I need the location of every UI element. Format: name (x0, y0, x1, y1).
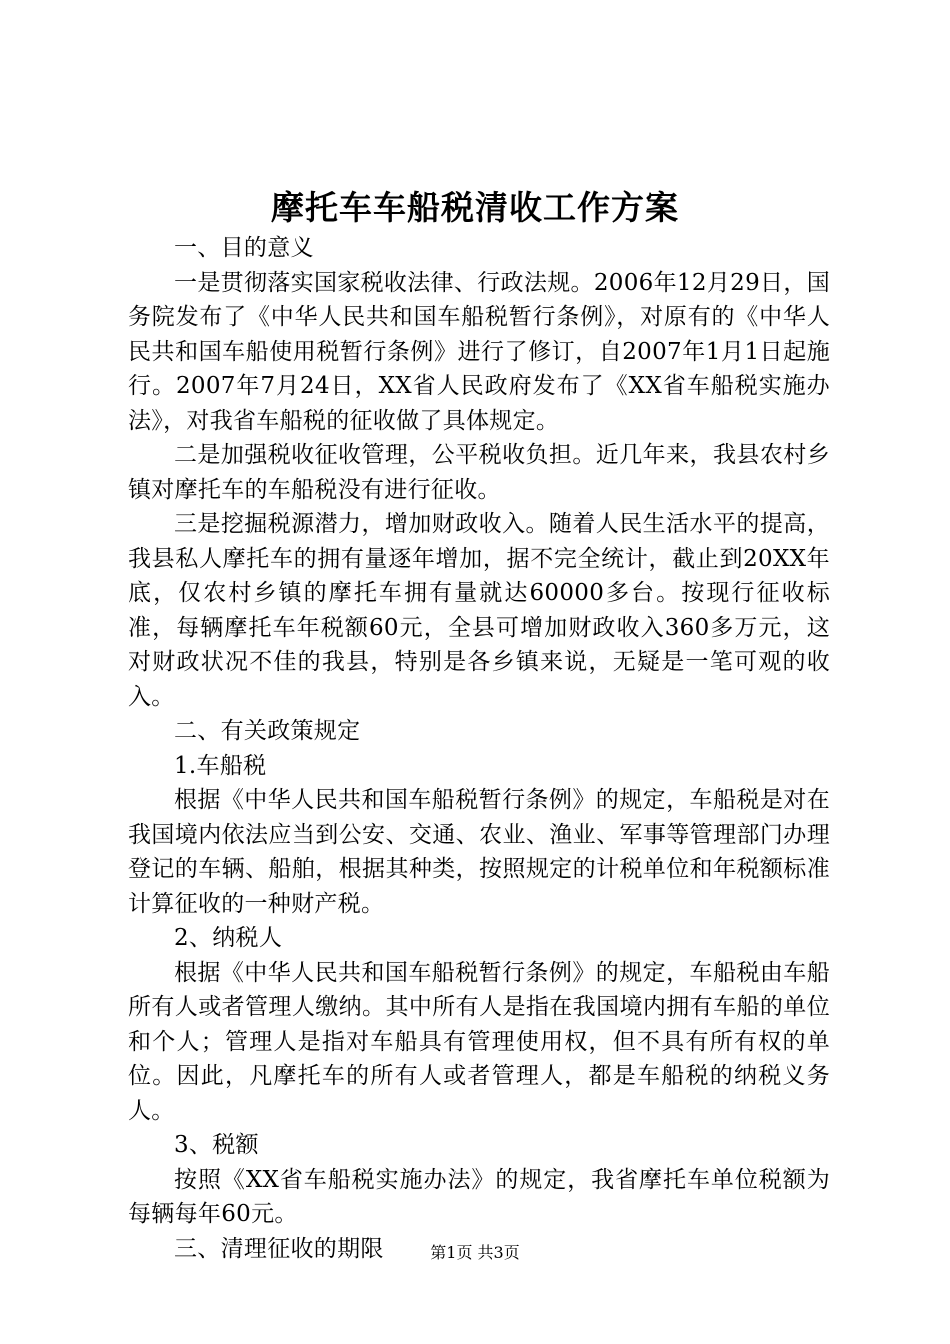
section-heading: 一、目的意义 (174, 235, 314, 261)
section-heading: 二、有关政策规定 (174, 718, 361, 744)
document-body (128, 231, 830, 1266)
body-paragraph: 根据《中华人民共和国车船税暂行条例》的规定，车船税由车船所有人或者管理人缴纳。其中所有人是指在我国境内拥有车船的单位和个人；管理人是指对车船具有管理使用权，但不具有所有权的单位。因此，凡摩托车的所有人或者管理人，都是车船税的纳税义务人。 (128, 959, 830, 1124)
subsection-heading: 1.车船税 (174, 752, 267, 779)
section-heading: 三、清理征收的期限 (174, 1235, 384, 1262)
subsection-heading: 2、纳税人 (174, 925, 283, 951)
page-number-footer: 第1页 共3页 (430, 1243, 520, 1262)
subsection-heading: 3、税额 (174, 1132, 259, 1158)
body-paragraph: 三是挖掘税源潜力，增加财政收入。随着人民生活水平的提高，我县私人摩托车的拥有量逐年增加，据不完全统计，截止到20XX年底，仅农村乡镇的摩托车拥有量就达60000多台。按现行征收标准，每辆摩托车年税额60元，全县可增加财政收入360多万元，这对财政状况不佳的我县，特别是各乡镇来说，无疑是一笔可观的收入。 (128, 511, 830, 710)
body-paragraph: 按照《XX省车船税实施办法》的规定，我省摩托车单位税额为每辆每年60元。 (128, 1166, 830, 1227)
body-paragraph: 二是加强税收征收管理，公平税收负担。近几年来，我县农村乡镇对摩托车的车船税没有进行征收。 (128, 442, 830, 503)
body-paragraph: 根据《中华人民共和国车船税暂行条例》的规定，车船税是对在我国境内依法应当到公安、交通、农业、渔业、军事等管理部门办理登记的车辆、船舶，根据其种类，按照规定的计税单位和年税额标准计算征收的一种财产税。 (128, 787, 830, 917)
body-paragraph: 一是贯彻落实国家税收法律、行政法规。2006年12月29日，国务院发布了《中华人民共和国车船税暂行条例》，对原有的《中华人民共和国车船使用税暂行条例》进行了修订，自2007年1月1日起施行。2007年7月24日，XX省人民政府发布了《XX省车船税实施办法》，对我省车船税的征收做了具体规定。 (128, 269, 830, 434)
document-title: 摩托车车船税清收工作方案 (271, 188, 679, 227)
